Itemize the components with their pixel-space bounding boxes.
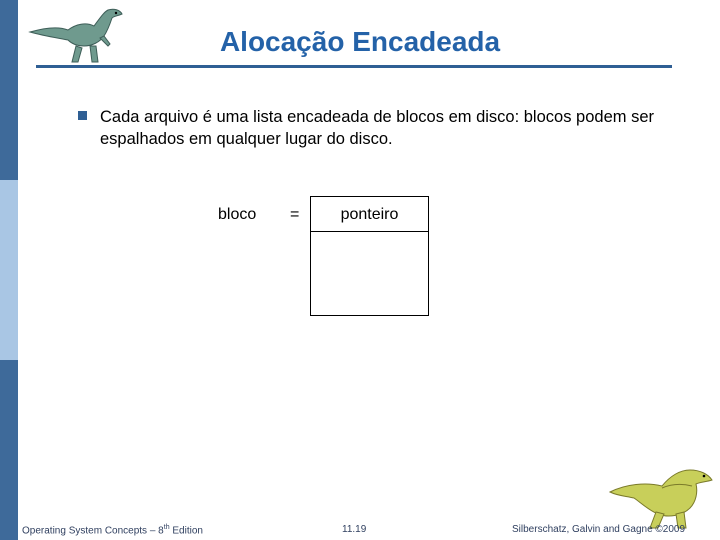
dinosaur-footer-icon	[606, 462, 716, 532]
slide-title: Alocação Encadeada	[219, 26, 501, 57]
bullet-marker	[78, 111, 87, 120]
equals-sign: =	[290, 206, 300, 223]
title-underline	[36, 65, 672, 68]
footer-book-suffix: Edition	[169, 525, 203, 537]
sidebar-band-middle	[0, 180, 18, 360]
block-diagram-box	[310, 196, 429, 316]
sidebar-band-bottom	[0, 360, 18, 540]
pointer-divider	[311, 231, 428, 232]
bullet-text: Cada arquivo é uma lista encadeada de blocos em disco: blocos podem ser espalhados em qualquer lugar do disco.	[100, 108, 654, 148]
pointer-label: ponteiro	[340, 206, 399, 223]
footer-copyright: Silberschatz, Galvin and Gagne ©2009	[512, 524, 686, 535]
footer-book-title	[22, 524, 203, 536]
footer-book-sup: th	[163, 524, 170, 531]
footer-page-number: 11.19	[342, 524, 367, 535]
block-label: bloco	[218, 206, 257, 223]
footer-book-prefix: Operating System Concepts – 8	[22, 525, 164, 537]
